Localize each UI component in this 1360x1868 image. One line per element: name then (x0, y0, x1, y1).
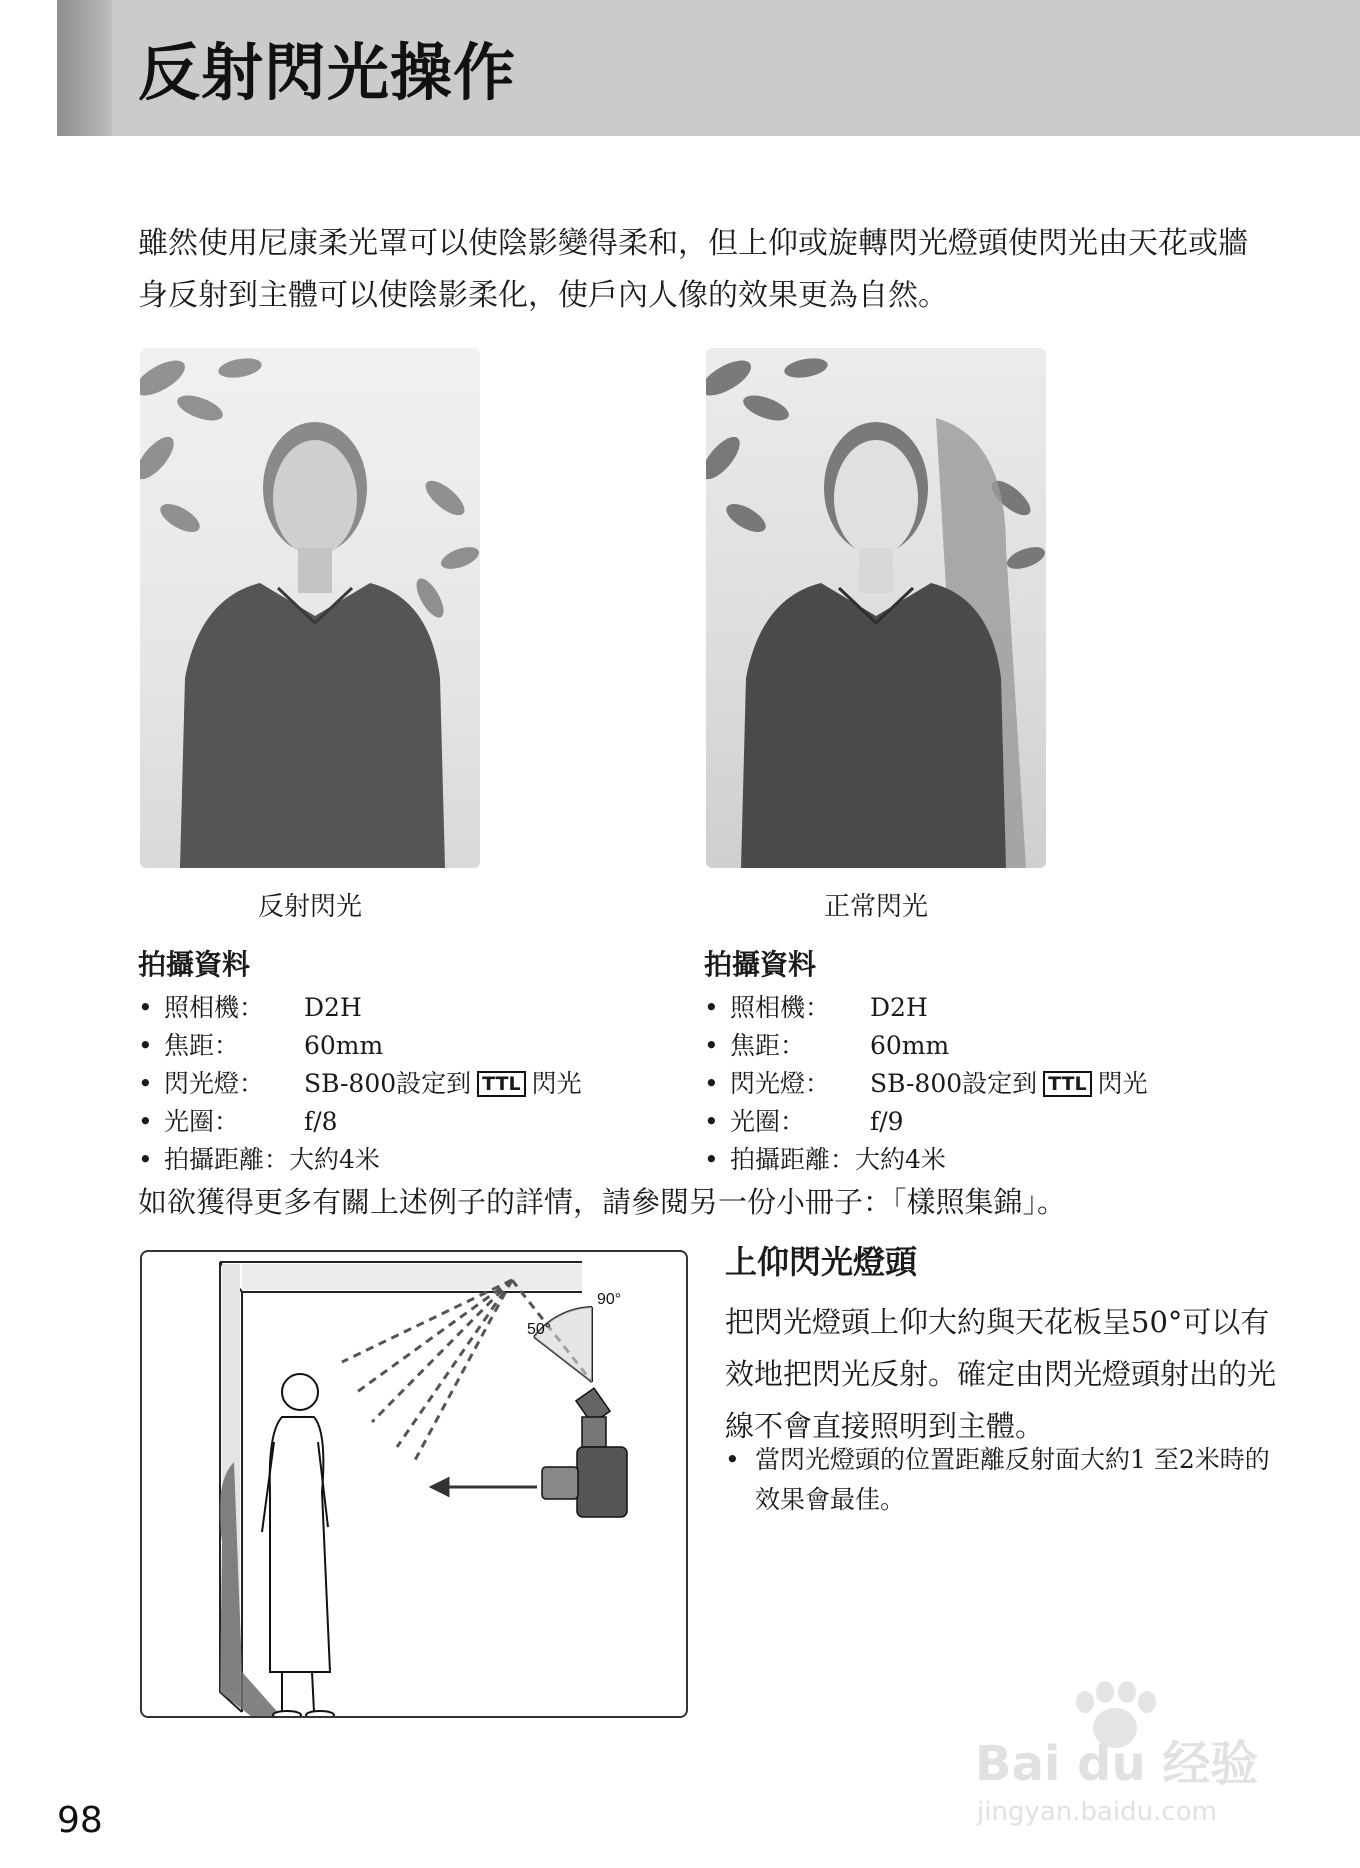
camera-with-speedlight (542, 1388, 627, 1517)
page-title: 反射閃光操作 (138, 36, 517, 109)
watermark-brand: Bai du 经验 (975, 1736, 1259, 1792)
bounce-note-text: 當閃光燈頭的位置距離反射面大約1 至2米時的效果會最佳。 (755, 1445, 1270, 1514)
shooting-data-list (138, 989, 658, 1179)
angle-label-90: 90° (597, 1291, 622, 1308)
portrait-figure (180, 422, 445, 868)
bounce-flash-diagram (140, 1250, 688, 1718)
spec-row-aperture: • 光圈： f/8 (138, 1107, 338, 1136)
header-tab (57, 0, 112, 136)
bounce-section-note: • 當閃光燈頭的位置距離反射面大約1 至2米時的效果會最佳。 (725, 1445, 1270, 1514)
spec-row-camera: • 照相機： D2H (704, 993, 928, 1022)
spec-row-camera: • 照相機： D2H (138, 993, 362, 1022)
spec-row-aperture: • 光圈： f/9 (704, 1107, 904, 1136)
shooting-data-title: 拍攝資料 (704, 948, 817, 981)
ttl-badge: TTL (477, 1071, 525, 1097)
bounce-light-rays (342, 1280, 592, 1462)
spec-row-distance: • 拍攝距離：大約4米 (138, 1145, 380, 1174)
photo-bounce-flash (140, 348, 480, 868)
intro-paragraph: 雖然使用尼康柔光罩可以使陰影變得柔和，但上仰或旋轉閃光燈頭使閃光由天花或牆身反射到主體可以使陰影柔化，使戶內人像的效果更為自然。 (138, 226, 1248, 313)
spec-row-flash: • 閃光燈： SB-800設定到 TTL 閃光 (138, 1069, 582, 1098)
shooting-data-bounce (138, 945, 658, 1179)
ceiling-shade (242, 1264, 582, 1290)
photo-caption-normal: 正常閃光 (823, 892, 928, 922)
bounce-section-body: 把閃光燈頭上仰大約與天花板呈50°可以有效地把閃光反射。確定由閃光燈頭射出的光線不會直接照明到主體。 (725, 1305, 1277, 1443)
watermark-url: jingyan.baidu.com (977, 1797, 1217, 1827)
angle-label-50: 50° (527, 1321, 552, 1338)
spec-row-distance: • 拍攝距離：大約4米 (704, 1145, 946, 1174)
bounce-section-title: 上仰閃光燈頭 (725, 1243, 918, 1281)
shooting-data-normal (704, 945, 1224, 1179)
woman-figure (262, 1374, 334, 1716)
direction-arrow (432, 1479, 537, 1495)
more-info-note: 如欲獲得更多有關上述例子的詳情，請參閱另一份小冊子：「樣照集錦」。 (138, 1185, 1067, 1219)
ttl-badge: TTL (1043, 1071, 1091, 1097)
spec-row-flash: • 閃光燈： SB-800設定到 TTL 閃光 (704, 1069, 1148, 1098)
page-number: 98 (57, 1800, 103, 1841)
photo-caption-bounce: 反射閃光 (257, 892, 362, 922)
shooting-data-list (704, 989, 1224, 1179)
spec-row-focal-length: • 焦距： 60mm (704, 1031, 950, 1060)
spec-row-focal-length: • 焦距： 60mm (138, 1031, 384, 1060)
photo-normal-flash (706, 348, 1046, 868)
shooting-data-title: 拍攝資料 (138, 948, 251, 981)
baidu-watermark (965, 1680, 1285, 1830)
